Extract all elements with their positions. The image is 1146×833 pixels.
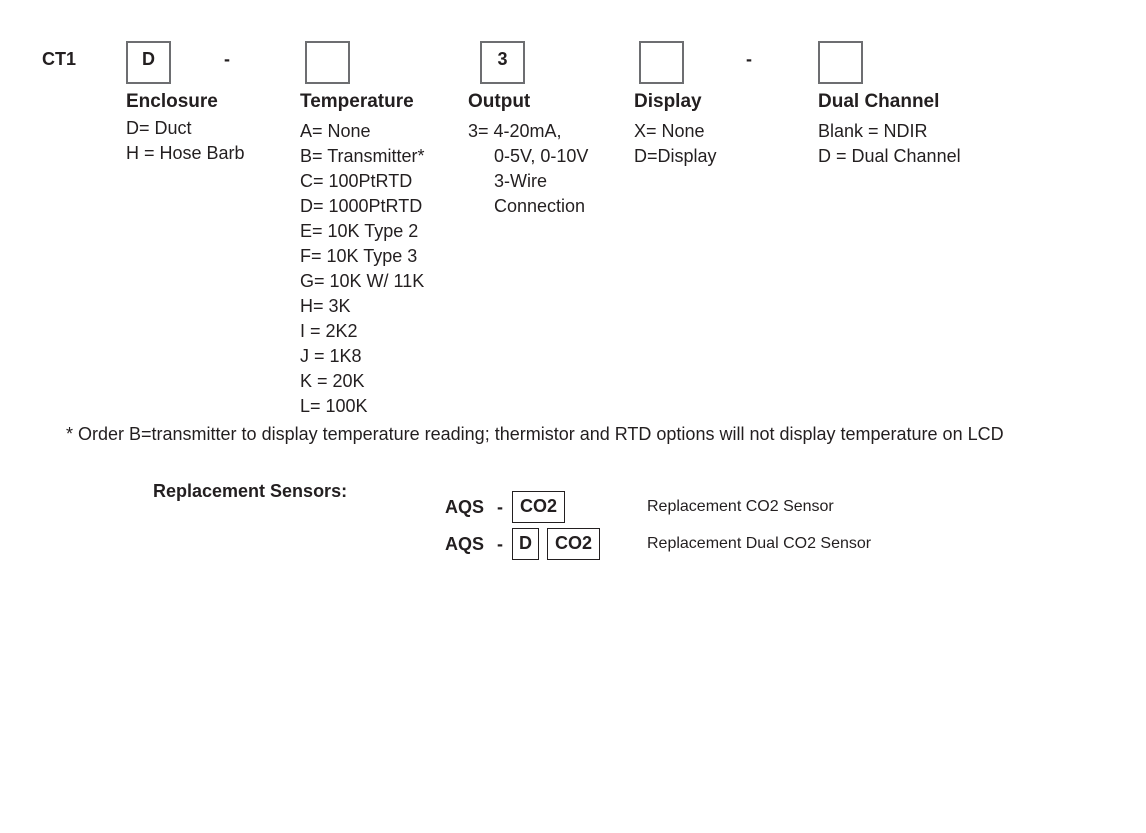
enclosure-option: H = Hose Barb [126,143,245,163]
replacement-description: Replacement Dual CO2 Sensor [647,535,872,552]
temperature-option: J = 1K8 [300,346,362,366]
temperature-option: L= 100K [300,396,368,416]
display-code-box [639,41,684,84]
temperature-option: K = 20K [300,371,365,391]
temperature-option: C= 100PtRTD [300,171,413,191]
temperature-code-box [305,41,350,84]
dual-channel-code-box [818,41,863,84]
temperature-options [300,119,425,419]
dual-channel-options [818,119,961,169]
dual-channel-column [818,91,961,169]
temperature-option: G= 10K W/ 11K [300,271,425,291]
dual-channel-option: Blank = NDIR [818,121,928,141]
replacement-dash: - [497,497,503,517]
temperature-option: B= Transmitter* [300,146,425,166]
output-option: Connection [494,196,586,216]
replacement-heading: Replacement Sensors: [153,481,348,501]
display-column [634,91,717,169]
replacement-row [0,491,1146,523]
display-options [634,119,717,169]
temperature-option: I = 2K2 [300,321,358,341]
separator-dash: - [746,49,752,69]
enclosure-options [126,116,245,166]
co2-sensor-box: CO2 [512,491,565,523]
replacement-dash: - [497,534,503,554]
replacement-prefix: AQS [445,534,485,554]
enclosure-title: Enclosure [126,91,218,112]
output-options [468,119,588,219]
enclosure-code-box: D [126,41,171,84]
temperature-footnote: * Order B=transmitter to display temperature reading; thermistor and RTD options will not display temperature on LCD [66,424,1004,444]
temperature-column [300,91,425,419]
temperature-option: E= 10K Type 2 [300,221,419,241]
output-option: 0-5V, 0-10V [494,146,589,166]
output-code-box: 3 [480,41,525,84]
replacement-row [0,528,1146,560]
output-option: 3-Wire [494,171,547,191]
display-title: Display [634,91,702,112]
temperature-title: Temperature [300,91,414,112]
temperature-option: D= 1000PtRTD [300,196,423,216]
replacement-description: Replacement CO2 Sensor [647,498,834,515]
separator-dash: - [224,49,230,69]
dual-channel-title: Dual Channel [818,91,940,112]
output-title: Output [468,91,531,112]
part-prefix: CT1 [42,49,77,69]
display-option: X= None [634,121,705,141]
display-option: D=Display [634,146,717,166]
output-option: 3= 4-20mA, [468,121,562,141]
enclosure-column [126,91,245,166]
dual-channel-option: D = Dual Channel [818,146,961,166]
output-column [468,91,588,219]
temperature-option: H= 3K [300,296,351,316]
dual-sensor-box: D [512,528,539,560]
replacement-prefix: AQS [445,497,485,517]
temperature-option: F= 10K Type 3 [300,246,418,266]
temperature-option: A= None [300,121,371,141]
enclosure-option: D= Duct [126,118,192,138]
co2-sensor-box: CO2 [547,528,600,560]
